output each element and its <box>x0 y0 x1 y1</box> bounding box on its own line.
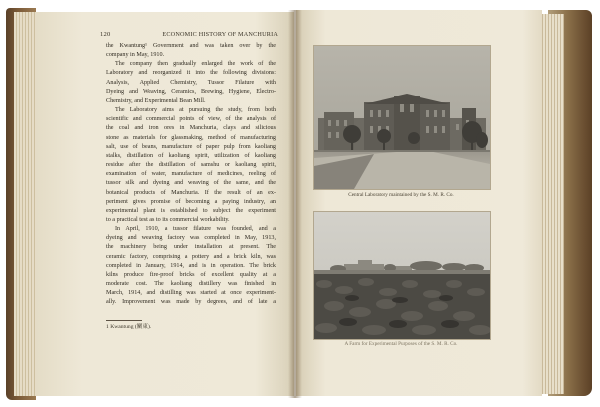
text-line: moderate cost. The kaoliang distillery was finished in <box>106 281 276 288</box>
text-line: the Kwantung¹ Government and was taken over by the <box>106 43 276 49</box>
body-text <box>106 42 276 308</box>
text-line: company in May, 1910. <box>106 52 165 59</box>
text-line: completed in January, 1914, and is in operation. The brick <box>106 262 276 269</box>
text-line: stone as materials for glassmaking, method of manufacturing <box>106 134 276 141</box>
footnote-rule <box>106 320 142 321</box>
text-line: scientific and commercial points of view, of the analysis of <box>106 116 276 123</box>
text-line: dyeing and weaving factory was completed in May, 1913, <box>106 235 276 242</box>
text-line: ceramic factory, comprising a pottery and a brick kiln, was <box>106 253 276 260</box>
text-line: March, 1914, and distilling was started at once experiment- <box>106 290 276 297</box>
text-line: salt, use of beans, manufacture of paper pulp from kaoliang <box>106 143 276 150</box>
laboratory-photo <box>313 45 491 190</box>
text-line: kilns produce fire-proof bricks of excellent quality at a <box>106 271 276 278</box>
text-line: the machinery being under installation at present. The <box>106 244 276 251</box>
page-edges-right <box>540 14 564 394</box>
text-line: Dyeing and Weaving, Ceramics, Brewing, Hygiene, Electro- <box>106 88 276 95</box>
caption-farm: A Farm for Experimental Purposes of the S. M. R. Co. <box>344 341 458 347</box>
page-number: 120 <box>100 31 111 38</box>
page-header <box>100 31 278 38</box>
text-line: residue after the distillation of samshu or kaoliang spirit, <box>106 162 276 169</box>
caption-laboratory: Central Laboratory maintained by the S. M. R. Co. <box>348 192 454 198</box>
footnote: 1 Kwantung (關東). <box>106 324 152 330</box>
text-line: The Laboratory aims at pursuing the study, from both <box>115 107 276 114</box>
text-line: Chemistry, and Experimental Bean Mill. <box>106 97 206 104</box>
text-line: periment gives promise of becoming a paying industry, an <box>106 198 276 205</box>
text-line: examination of water, manufacture of medicines, reeling of <box>106 171 276 178</box>
text-line: experimental plant is established to subject the experiment <box>106 207 276 214</box>
text-line: tussor silk and dyeing and weaving of the same, and the <box>106 180 276 187</box>
book-gutter <box>288 10 302 398</box>
running-head: ECONOMIC HISTORY OF MANCHURIA <box>162 31 278 38</box>
text-line: stalks, distillation of kaoliang spirit, utilization of kaoliang <box>106 152 276 159</box>
text-line: ally. Improvement was made by degrees, and of late a <box>106 299 276 306</box>
text-line: Analysis, Applied Chemistry, Tussor Filature with <box>106 79 276 86</box>
text-line: botanical products of Manchuria. If the result of an ex- <box>106 189 276 196</box>
text-line: the coal and iron ores in Manchuria, clays and silicious <box>106 125 276 132</box>
text-line: In April, 1910, a tussor filature was founded, and a <box>115 226 276 233</box>
text-line: to a practical test as to its commercial workability. <box>106 216 230 223</box>
farm-photo <box>313 211 491 340</box>
text-line: Laboratory and reorganized it into the following divisions: <box>106 70 276 77</box>
text-line: The company then gradually enlarged the work of the <box>115 61 276 68</box>
